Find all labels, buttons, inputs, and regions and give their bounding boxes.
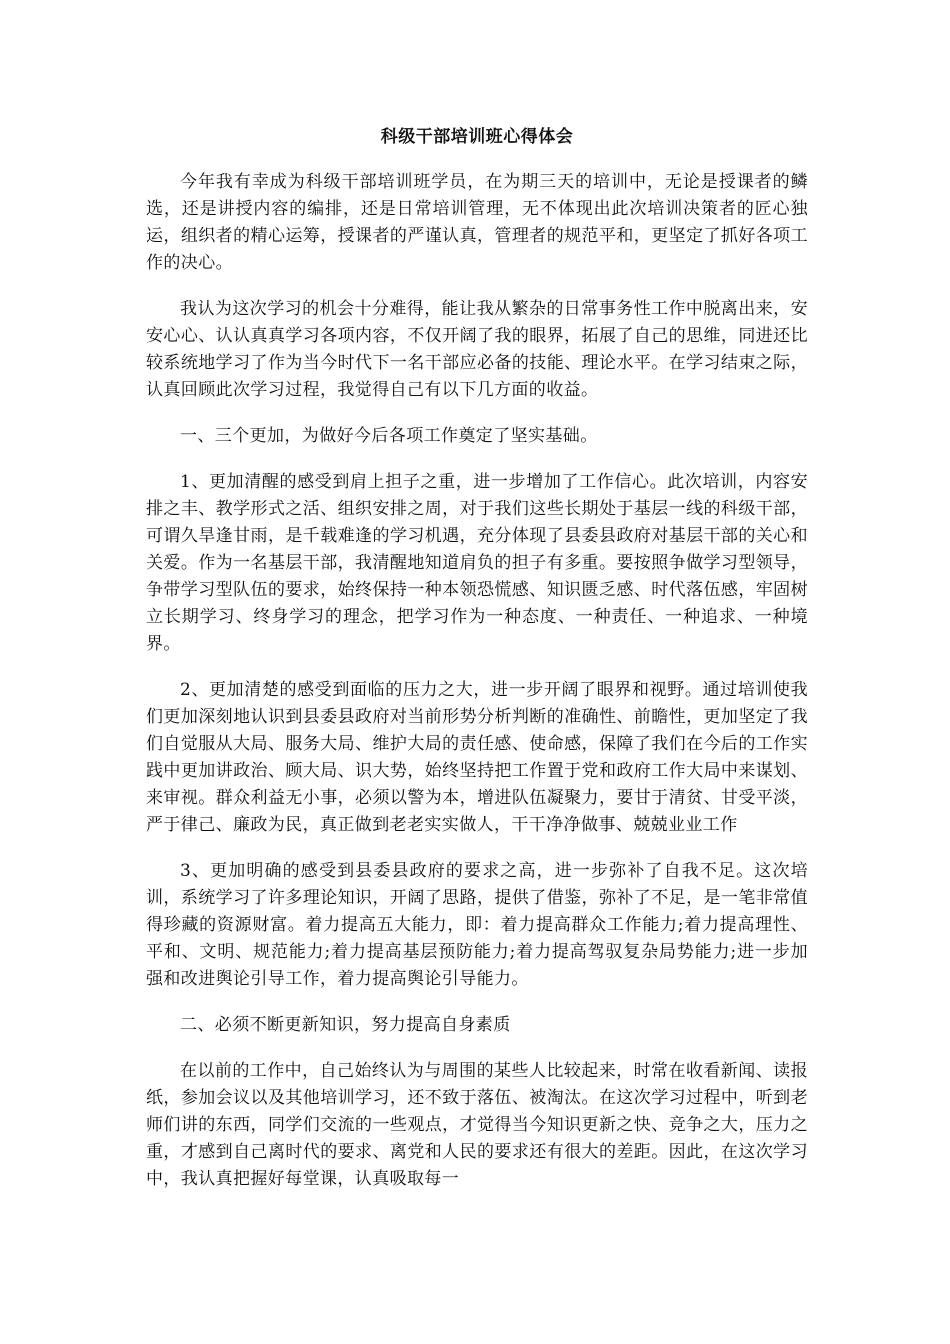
document-title: 科级干部培训班心得体会: [380, 127, 574, 147]
paragraph-point-3: 3、更加明确的感受到县委县政府的要求之高，进一步弥补了自我不足。这次培训，系统学习了许多理论知识，开阔了思路，提供了借鉴，弥补了不足，是一笔非常值得珍藏的资源财富。着力提高五大能力，即：着力提高群众工作能力;着力提高理性、平和、文明、规范能力;着力提高基层预防能力;着力提高驾驭复杂局势能力;进一步加强和改进舆论引导工作，着力提高舆论引导能力。: [146, 861, 808, 989]
paragraph-intro: 今年我有幸成为科级干部培训班学员，在为期三天的培训中，无论是授课者的鳞选，还是讲授内容的编排，还是日常培训管理，无不体现出此次培训决策者的匠心独运，组织者的精心运筹，授课者的严谨认真，管理者的规范平和，更坚定了抓好各项工作的决心。: [146, 172, 808, 273]
paragraph-update-knowledge: 在以前的工作中，自己始终认为与周围的某些人比较起来，时常在收看新闻、读报纸，参加会议以及其他培训学习，还不致于落伍、被淘汰。在这次学习过程中，听到老师们讲的东西，同学们交流的一些观点，才觉得当今知识更新之快、竞争之大，压力之重，才感到自己离时代的要求、离党和人民的要求还有很大的差距。因此，在这次学习中，我认真把握好每堂课，认真吸取每一: [146, 1061, 808, 1189]
section-heading-one: 一、三个更加，为做好今后各项工作奠定了坚实基础。: [180, 426, 598, 446]
paragraph-learning-opportunity: 我认为这次学习的机会十分难得，能让我从繁杂的日常事务性工作中脱离出来，安安心心、认认真真学习各项内容，不仅开阔了我的眼界，拓展了自己的思维，同进还比较系统地学习了作为当今时代下一名干部应必备的技能、理论水平。在学习结束之际，认真回顾此次学习过程，我觉得自己有以下几方面的收益。: [146, 299, 808, 400]
paragraph-point-2: 2、更加清楚的感受到面临的压力之大，进一步开阔了眼界和视野。通过培训使我们更加深刻地认识到县委县政府对当前形势分析判断的准确性、前瞻性，更加坚定了我们自觉服从大局、服务大局、维护大局的责任感、使命感，保障了我们在今后的工作实践中更加讲政治、顾大局、识大势，始终坚持把工作置于党和政府工作大局中来谋划、来审视。群众利益无小事，必须以警为本，增进队伍凝聚力，要甘于清贫、甘受平淡，严于律己、廉政为民，真正做到老老实实做人，干干净净做事、兢兢业业工作: [146, 680, 808, 835]
paragraph-point-1: 1、更加清醒的感受到肩上担子之重，进一步增加了工作信心。此次培训，内容安排之丰、教学形式之活、组织安排之周，对于我们这些长期处于基层一线的科级干部，可谓久旱逢甘雨，是千载难逢的学习机遇，充分体现了县委县政府对基层干部的关心和关爱。作为一名基层干部，我清醒地知道肩负的担子有多重。要按照争做学习型领导，争带学习型队伍的要求，始终保持一种本领恐慌感、知识匮乏感、时代落伍感，牢固树立长期学习、终身学习的理念，把学习作为一种态度、一种责任、一种追求、一种境界。: [146, 472, 808, 654]
section-heading-two: 二、必须不断更新知识，努力提高自身素质: [180, 1015, 511, 1035]
document-body: [146, 169, 808, 1212]
